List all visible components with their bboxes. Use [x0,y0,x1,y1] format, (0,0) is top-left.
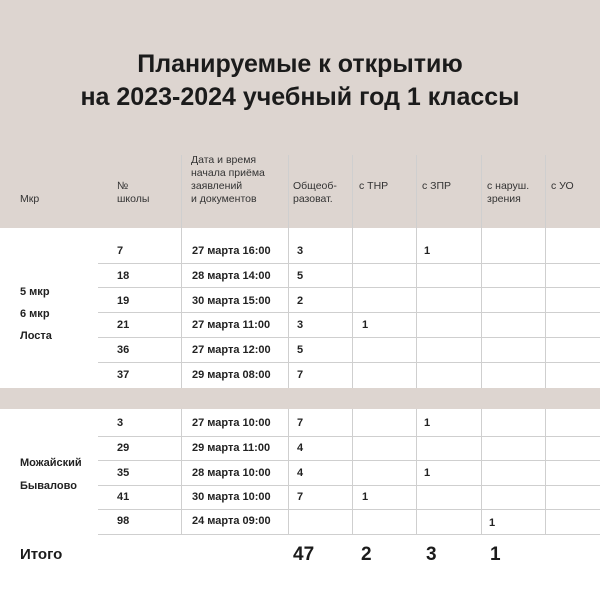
cell-school: 37 [117,369,130,381]
mkr-label: Лоста [20,330,52,342]
header-divider [181,155,182,228]
column-divider [545,228,546,388]
total-general: 47 [293,544,315,565]
column-divider [481,409,482,534]
row-divider [98,263,600,264]
cell-tnr: 1 [362,319,369,331]
row-divider [98,337,600,338]
cell-school: 98 [117,515,130,527]
group-panel-2 [0,409,600,600]
totals-label: Итого [20,546,63,563]
cell-zpr: 1 [424,417,431,429]
column-divider [416,228,417,388]
cell-general: 2 [297,295,304,307]
header-school-line-2: школы [117,193,150,205]
cell-general: 5 [297,344,304,356]
total-zpr: 3 [426,544,437,565]
header-vision-line-2: зрения [487,193,521,205]
cell-date: 30 марта 10:00 [192,491,271,503]
cell-date: 27 марта 10:00 [192,417,271,429]
cell-school: 7 [117,245,124,257]
column-divider [416,409,417,534]
cell-general: 4 [297,467,304,479]
header-date-line-3: заявлений [191,180,243,192]
mkr-label: 6 мкр [20,308,50,320]
cell-zpr: 1 [424,467,431,479]
cell-school: 18 [117,270,130,282]
header-zpr: с ЗПР [422,180,452,192]
mkr-label: Бывалово [20,480,77,492]
header-tnr: с ТНР [359,180,389,192]
page-title-line-2: на 2023-2024 учебный год 1 классы [80,83,520,111]
row-divider [98,509,600,510]
cell-general: 3 [297,245,304,257]
cell-vision: 1 [489,517,496,529]
row-divider [98,312,600,313]
cell-school: 35 [117,467,130,479]
header-date-line-4: и документов [191,193,257,205]
row-divider [98,485,600,486]
cell-date: 27 марта 11:00 [192,319,271,331]
header-school-line-1: № [117,180,129,192]
row-divider [98,534,600,535]
total-vision: 1 [490,544,501,565]
row-divider [98,362,600,363]
column-divider [352,228,353,388]
row-divider [98,436,600,437]
header-date-line-2: начала приёма [191,167,265,179]
column-divider [181,228,182,388]
row-divider [98,287,600,288]
header-date-line-1: Дата и время [191,154,257,166]
column-divider [481,228,482,388]
mkr-label: Можайский [20,457,82,469]
title-block [0,0,600,124]
cell-date: 28 марта 10:00 [192,467,271,479]
cell-school: 36 [117,344,130,356]
cell-school: 41 [117,491,130,503]
column-divider [352,409,353,534]
cell-general: 4 [297,442,304,454]
cell-general: 7 [297,491,304,503]
header-general-line-1: Общеоб- [293,180,337,192]
cell-date: 28 марта 14:00 [192,270,271,282]
cell-general: 5 [297,270,304,282]
cell-school: 19 [117,295,130,307]
cell-general: 7 [297,417,304,429]
cell-date: 27 марта 12:00 [192,344,271,356]
mkr-label: 5 мкр [20,286,50,298]
header-uo: с УО [551,180,574,192]
cell-date: 27 марта 16:00 [192,245,271,257]
page-title-line-1: Планируемые к открытию [137,50,463,78]
column-divider [181,409,182,534]
header-divider [416,155,417,228]
cell-general: 7 [297,369,304,381]
header-divider [481,155,482,228]
column-divider [545,409,546,534]
cell-date: 24 марта 09:00 [192,515,271,527]
cell-date: 29 марта 11:00 [192,442,271,454]
cell-school: 3 [117,417,124,429]
cell-tnr: 1 [362,491,369,503]
header-vision-line-1: с наруш. [487,180,530,192]
cell-zpr: 1 [424,245,431,257]
cell-school: 21 [117,319,130,331]
header-divider [545,155,546,228]
cell-date: 30 марта 15:00 [192,295,271,307]
cell-school: 29 [117,442,130,454]
header-mkr: Мкр [20,193,40,205]
total-tnr: 2 [361,544,372,565]
header-general-line-2: разоват. [293,193,333,205]
row-divider [98,460,600,461]
column-divider [288,228,289,388]
cell-date: 29 марта 08:00 [192,369,271,381]
cell-general: 3 [297,319,304,331]
column-divider [288,409,289,534]
header-divider [352,155,353,228]
header-divider [288,155,289,228]
